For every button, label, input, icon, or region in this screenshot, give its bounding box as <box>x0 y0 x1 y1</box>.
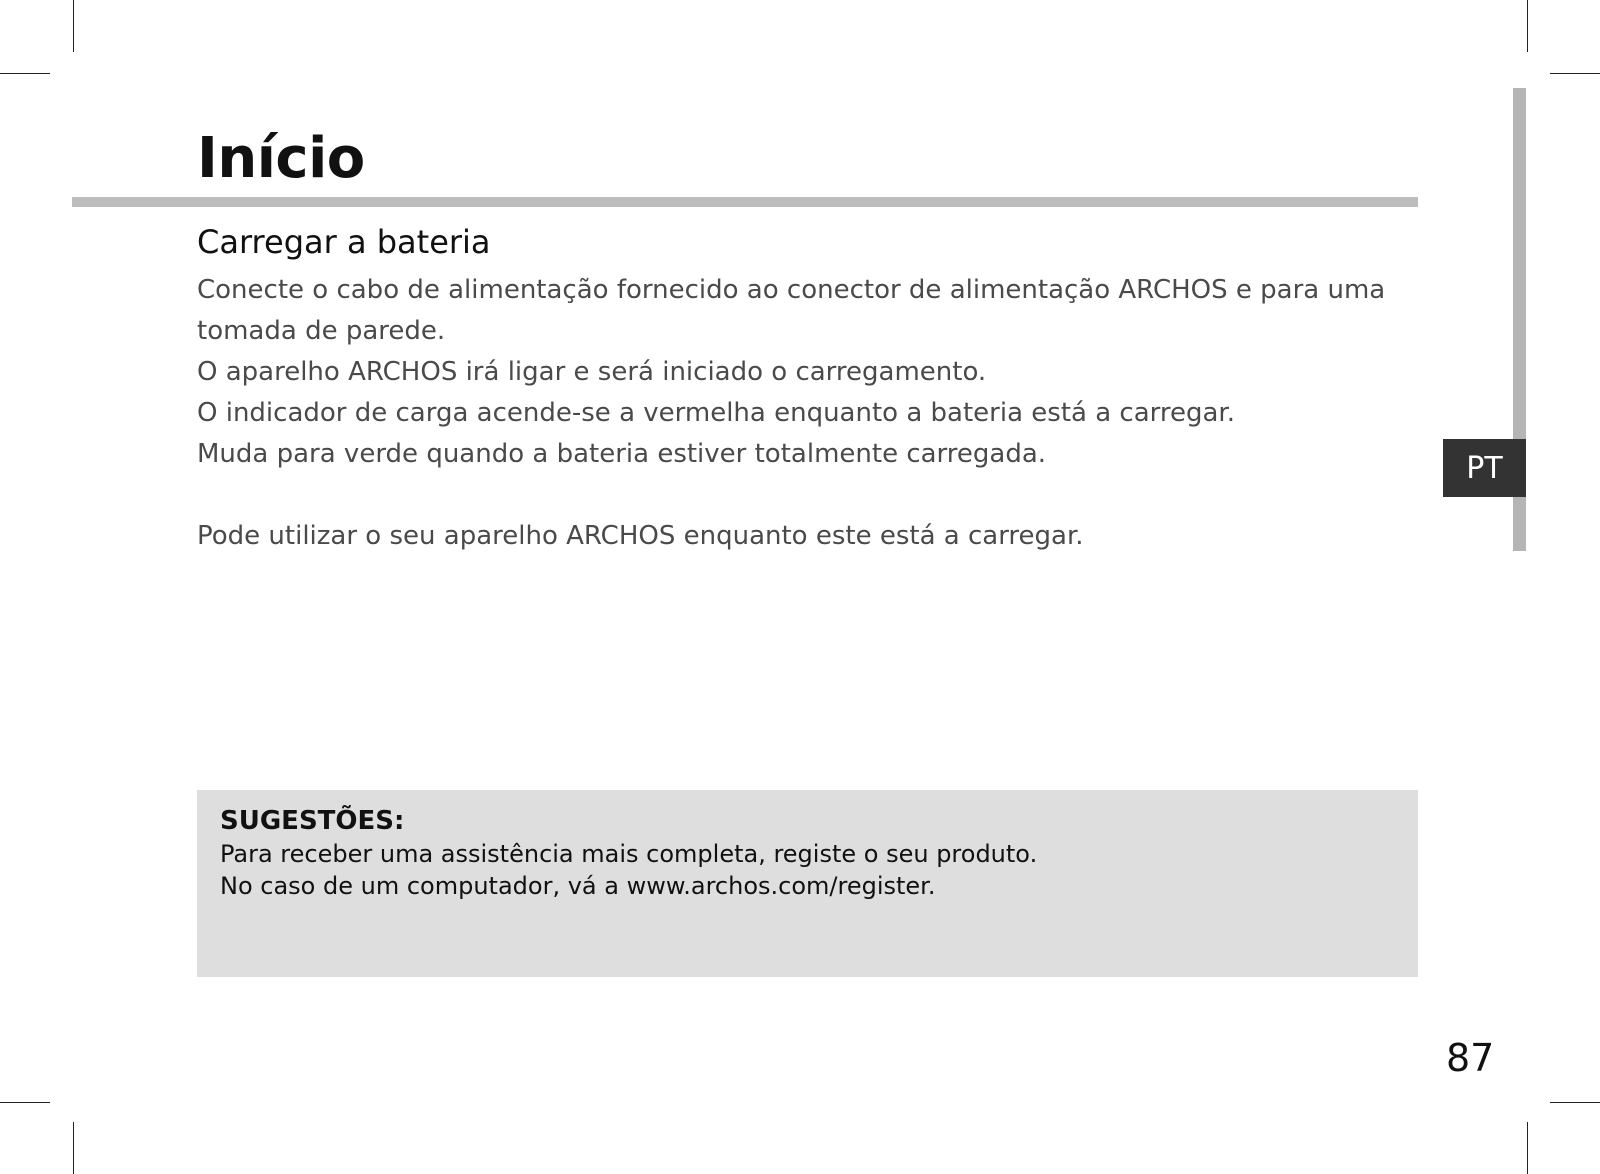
crop-mark <box>1550 73 1600 74</box>
tips-title: SUGESTÕES: <box>220 806 405 836</box>
crop-mark <box>73 1122 74 1174</box>
paragraph: Pode utilizar o seu aparelho ARCHOS enquanto este está a carregar. <box>197 521 1084 551</box>
paragraph: Muda para verde quando a bateria estiver totalmente carregada. <box>197 439 1047 469</box>
page-title: Início <box>197 126 365 191</box>
tips-line: No caso de um computador, vá a www.archos.com/register. <box>220 872 936 900</box>
title-divider <box>72 197 1418 207</box>
crop-mark <box>1550 1102 1600 1103</box>
tips-box <box>197 790 1418 977</box>
crop-mark <box>73 0 74 52</box>
crop-mark <box>1527 1122 1528 1174</box>
crop-mark <box>0 73 50 74</box>
crop-mark <box>1527 0 1528 52</box>
page-number: 87 <box>1446 1036 1495 1080</box>
paragraph: O aparelho ARCHOS irá ligar e será iniciado o carregamento. <box>197 357 987 387</box>
body-text <box>197 270 1427 557</box>
paragraph: Conecte o cabo de alimentação fornecido ao conector de alimentação ARCHOS e para uma tomada de parede. <box>197 275 1386 346</box>
section-heading: Carregar a bateria <box>197 223 491 261</box>
crop-mark <box>0 1102 50 1103</box>
language-tab: PT <box>1443 439 1526 497</box>
tips-line: Para receber uma assistência mais completa, registe o seu produto. <box>220 840 1038 868</box>
paragraph: O indicador de carga acende-se a vermelha enquanto a bateria está a carregar. <box>197 398 1235 428</box>
